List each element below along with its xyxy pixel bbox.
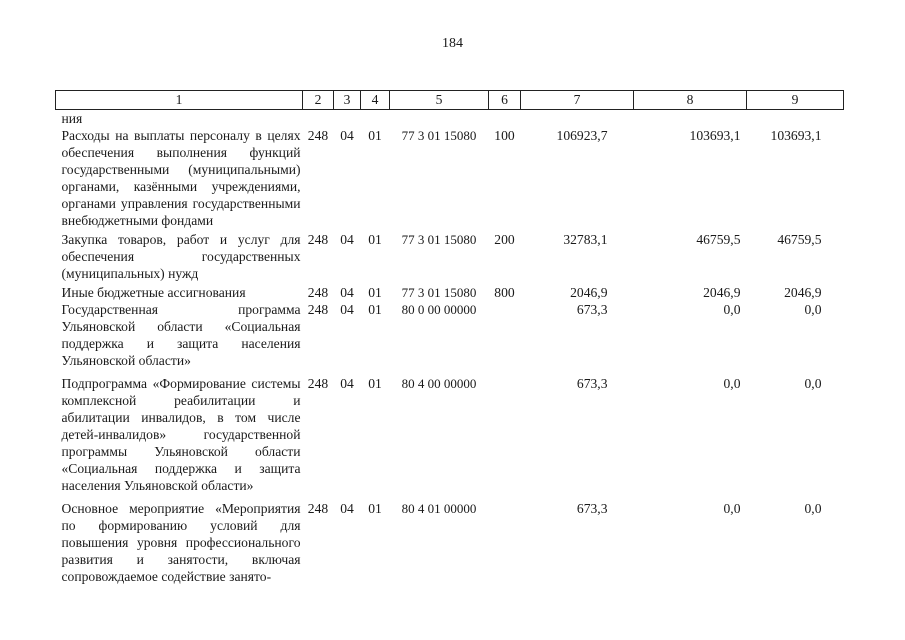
row-vr (489, 369, 521, 494)
row-value-8: 0,0 (723, 501, 741, 516)
header-col-7: 7 (521, 91, 634, 110)
row-pr: 01 (368, 376, 382, 391)
row-csr: 80 0 00 00000 (401, 302, 477, 317)
table-row (56, 127, 844, 229)
row-rz: 04 (340, 376, 354, 391)
page-number: 184 (442, 36, 463, 51)
row-value-8 (634, 110, 747, 128)
row-csr: 77 3 01 15080 (401, 128, 477, 143)
row-value-7 (521, 110, 634, 128)
row-value-7: 106923,7 (556, 128, 608, 143)
row-name: Государственная программа Ульяновской области «Социальная поддержка и защита населения Ульяновской области» (61, 302, 301, 368)
header-col-6: 6 (489, 91, 521, 110)
row-name: Иные бюджетные ассигнования (61, 285, 246, 300)
row-csr (390, 110, 489, 128)
header-col-4: 4 (361, 91, 390, 110)
row-rz: 04 (340, 285, 354, 300)
row-value-7: 2046,9 (570, 285, 608, 300)
row-gr: 248 (307, 376, 329, 391)
row-gr: 248 (307, 128, 329, 143)
header-col-1: 1 (56, 91, 303, 110)
table-row (56, 282, 844, 301)
row-gr: 248 (307, 232, 329, 247)
row-value-9: 103693,1 (770, 128, 822, 143)
row-value-8: 0,0 (723, 376, 741, 391)
row-vr: 100 (494, 128, 515, 143)
row-value-9: 0,0 (804, 302, 822, 317)
row-value-7: 673,3 (576, 302, 608, 317)
row-value-7: 32783,1 (563, 232, 608, 247)
row-value-9 (747, 110, 844, 128)
row-gr: 248 (307, 285, 329, 300)
row-csr: 77 3 01 15080 (401, 232, 477, 247)
header-col-2: 2 (303, 91, 334, 110)
row-pr: 01 (368, 232, 382, 247)
row-pr: 01 (368, 128, 382, 143)
row-name: Расходы на выплаты персоналу в целях обеспечения выполнения функций государственными (муниципальными) органами, казёнными учреждениями, органами управления государственными внебюджетными фондами (61, 128, 301, 228)
row-value-7: 673,3 (576, 501, 608, 516)
row-pr: 01 (368, 501, 382, 516)
row-vr: 200 (494, 232, 515, 247)
row-value-9: 2046,9 (784, 285, 822, 300)
table-header-row (56, 91, 844, 110)
row-value-9: 0,0 (804, 376, 822, 391)
row-value-8: 46759,5 (696, 232, 741, 247)
budget-table (55, 90, 844, 585)
row-value-9: 0,0 (804, 501, 822, 516)
row-vr (489, 110, 521, 128)
row-gr: 248 (307, 302, 329, 317)
row-name: Подпрограмма «Формирование системы комплексной реабилитации и абилитации инвалидов, в том числе детей-инвалидов» государственной программы Ульяновской области «Социальная поддержка и защита населения Ульяновской области» (61, 376, 301, 493)
header-col-8: 8 (634, 91, 747, 110)
row-csr: 80 4 01 00000 (401, 501, 477, 516)
row-vr (489, 301, 521, 369)
row-rz: 04 (340, 302, 354, 317)
table-row (56, 229, 844, 282)
row-pr (361, 110, 390, 128)
row-rz: 04 (340, 501, 354, 516)
row-name: Основное мероприятие «Мероприятия по формированию условий для повышения уровня профессионального развития и занятости, включая сопровождаемое содействие занято- (61, 501, 301, 584)
row-gr: 248 (307, 501, 329, 516)
table-row (56, 369, 844, 494)
table-row (56, 110, 844, 128)
row-value-9: 46759,5 (777, 232, 822, 247)
row-rz: 04 (340, 232, 354, 247)
row-value-8: 103693,1 (689, 128, 741, 143)
row-value-7: 673,3 (576, 376, 608, 391)
row-name: Закупка товаров, работ и услуг для обеспечения государственных (муниципальных) нужд (61, 232, 301, 281)
header-col-9: 9 (747, 91, 844, 110)
table-row (56, 494, 844, 585)
row-gr (303, 110, 334, 128)
row-csr: 77 3 01 15080 (401, 285, 477, 300)
row-pr: 01 (368, 302, 382, 317)
row-value-8: 0,0 (723, 302, 741, 317)
row-name: ния (61, 111, 83, 126)
row-vr (489, 494, 521, 585)
row-rz: 04 (340, 128, 354, 143)
row-csr: 80 4 00 00000 (401, 376, 477, 391)
header-col-5: 5 (390, 91, 489, 110)
row-rz (334, 110, 361, 128)
header-col-3: 3 (334, 91, 361, 110)
row-value-8: 2046,9 (703, 285, 741, 300)
row-vr: 800 (494, 285, 515, 300)
table-row (56, 301, 844, 369)
row-pr: 01 (368, 285, 382, 300)
